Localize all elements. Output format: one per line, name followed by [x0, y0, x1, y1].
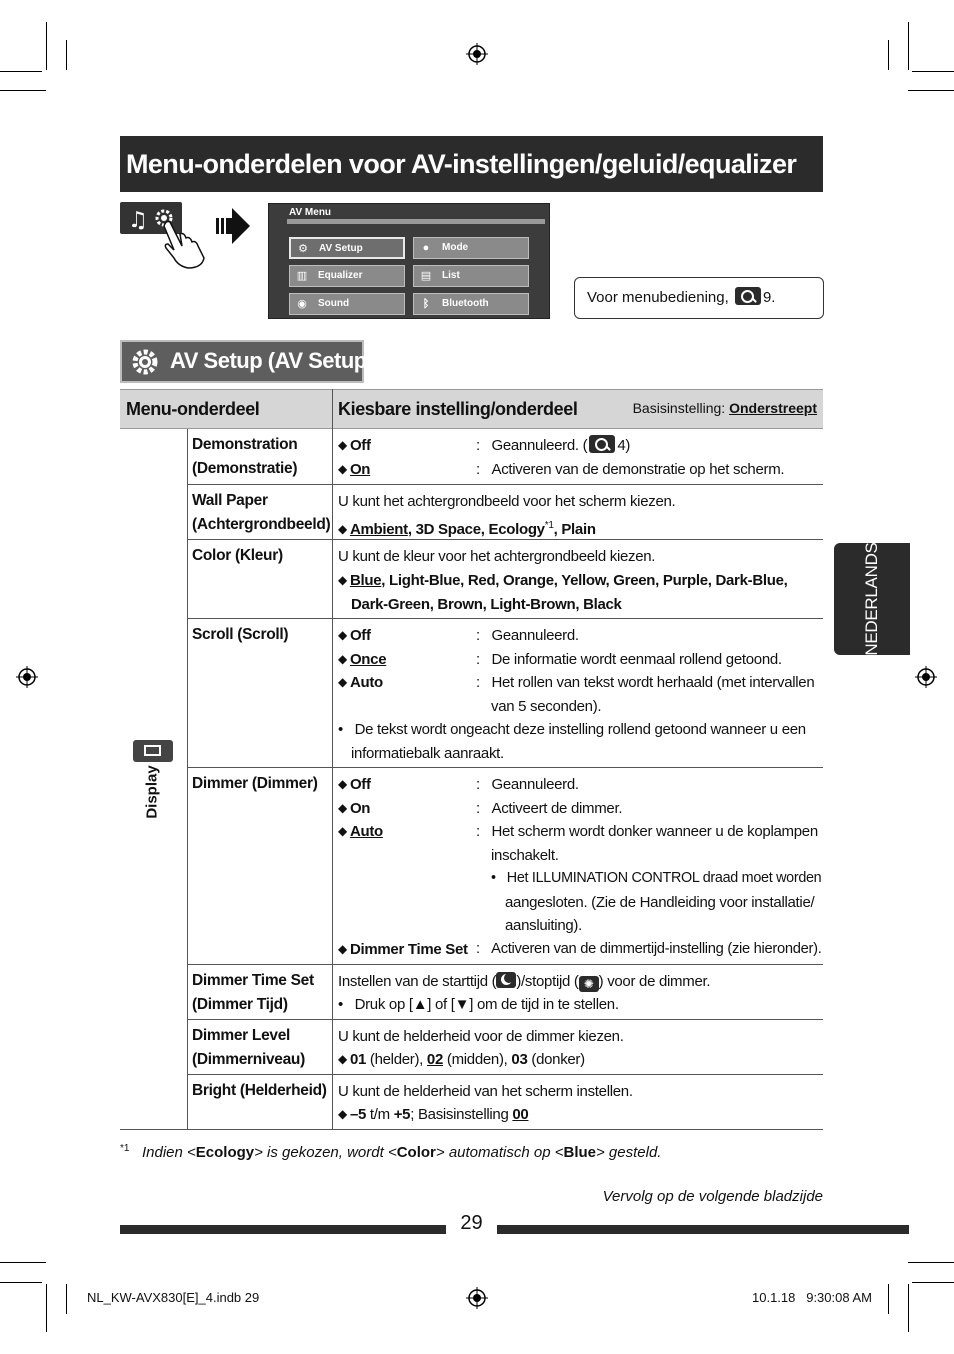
av-menu-screen [268, 203, 550, 319]
registration-mark-icon [915, 666, 937, 688]
av-setup-label: AV Setup [319, 243, 363, 254]
option-line: ◆ Off [338, 627, 371, 644]
item-name: Demonstration [192, 436, 298, 453]
crop-mark [66, 40, 67, 70]
item-name: Wall Paper [192, 492, 268, 509]
option-line: ◆ Dimmer Time Set [338, 941, 468, 958]
crop-mark [888, 1284, 889, 1314]
list-icon: ▤ [420, 270, 432, 282]
bluetooth-label: Bluetooth [442, 298, 489, 309]
bluetooth-icon: ᛒ [422, 298, 430, 310]
column-divider [187, 429, 188, 1130]
description-text: U kunt de helderheid van het scherm instellen. [338, 1083, 633, 1100]
list-button[interactable] [413, 265, 529, 287]
item-name: Color (Kleur) [192, 547, 283, 564]
table-row [192, 544, 283, 568]
up-arrow-icon: ▲ [412, 996, 428, 1013]
option-line: ◆ Ambient, 3D Space, Ecology$^{*1}$, Plain [338, 520, 596, 538]
note-page-ref: 9. [762, 289, 776, 306]
option-line: ◆ Off [338, 437, 371, 454]
column-divider [332, 389, 333, 429]
table-row [192, 489, 330, 537]
table-row [192, 623, 288, 647]
item-name: Dimmer Level [192, 1027, 291, 1044]
column-divider [332, 429, 333, 1130]
av-setup-button[interactable] [289, 237, 405, 259]
continued-note: Vervolg op de volgende bladzijde [602, 1188, 823, 1205]
default-label: Basisinstelling: [632, 400, 726, 416]
registration-mark-icon [466, 1287, 488, 1309]
menu-operation-note [574, 277, 824, 319]
description-text: Instellen van de starttijd ( )/stoptijd ( ✺ ) voor de dimmer. [338, 973, 711, 991]
print-footer-file: NL_KW-AVX830[E]_4.indb 29 [87, 1290, 260, 1305]
option-line: ◆ Once [338, 651, 387, 668]
page-bar-left [120, 1225, 446, 1234]
crop-mark [908, 22, 909, 70]
hand-pointer-icon [158, 218, 214, 270]
bluetooth-button[interactable] [413, 293, 529, 315]
column-header-item: Menu-onderdeel [126, 399, 260, 419]
crop-mark [46, 22, 47, 70]
item-name-translation: (Dimmerniveau) [192, 1051, 305, 1068]
magnifier-icon [735, 287, 761, 305]
option-description: van 5 seconden). [491, 698, 602, 715]
option-line: ◆ 01 (helder), 02 (midden), 03 (donker) [338, 1051, 585, 1068]
row-divider [187, 1074, 823, 1075]
row-divider [187, 484, 823, 485]
row-divider [187, 618, 823, 619]
language-tab [834, 543, 910, 655]
crop-mark [912, 71, 954, 72]
crop-mark [912, 1282, 954, 1283]
page-title: Menu-onderdelen voor AV-instellingen/geluid/equalizer [120, 136, 823, 192]
bullet-note: • Het ILLUMINATION CONTROL draad moet worden [491, 870, 822, 886]
item-name: Dimmer Time Set [192, 972, 314, 989]
option-description: : Het scherm wordt donker wanneer u de koplampen [476, 823, 818, 840]
crop-mark [0, 90, 46, 91]
option-line: Dark-Green, Brown, Light-Brown, Black [351, 596, 622, 613]
down-arrow-icon: ▼ [454, 996, 470, 1013]
default-setting-note [633, 400, 817, 416]
option-line: ◆ –5 t/m +5; Basisinstelling 00 [338, 1106, 529, 1123]
footnote-mark: *1 [120, 1143, 130, 1154]
crop-mark [66, 1284, 67, 1314]
option-value: On [349, 461, 371, 478]
option-description: : Het rollen van tekst wordt herhaald (met intervallen [476, 674, 815, 691]
option-description: inschakelt. [491, 847, 559, 864]
crop-mark [888, 40, 889, 70]
default-value: Onderstreept [729, 400, 817, 416]
option-line: ◆ Off [338, 776, 371, 793]
section-title: AV Setup (AV Setup) [170, 348, 374, 373]
registration-mark-icon [16, 666, 38, 688]
option-description: : Geannuleerd. [476, 627, 579, 644]
sun-icon: ✺ [579, 976, 599, 992]
equalizer-icon: ▥ [296, 270, 308, 282]
table-bottom-border [120, 1129, 823, 1130]
svg-text:♫: ♫ [128, 208, 148, 233]
table-row [192, 433, 297, 481]
equalizer-label: Equalizer [318, 270, 363, 281]
item-name-translation: (Dimmer Tijd) [192, 996, 288, 1013]
page-bar-right [497, 1225, 909, 1234]
crop-mark [0, 1262, 46, 1263]
sound-label: Sound [318, 298, 350, 309]
crop-mark [908, 1284, 909, 1332]
row-divider [187, 1019, 823, 1020]
display-icon [133, 740, 173, 762]
note-text: Voor menubediening, [587, 289, 729, 306]
registration-mark-icon [466, 43, 488, 65]
equalizer-button[interactable] [289, 265, 405, 287]
crop-mark [0, 1282, 42, 1283]
bullet-note: • Druk op [▲] of [▼] om de tijd in te stellen. [338, 996, 619, 1013]
page-number: 29 [460, 1212, 483, 1234]
option-description: : Activeren van de dimmertijd-instelling (zie hieronder). [476, 941, 822, 957]
description-text: U kunt de helderheid voor de dimmer kiezen. [338, 1028, 624, 1045]
table-row [192, 772, 318, 796]
item-name: Scroll (Scroll) [192, 626, 289, 643]
print-footer-timestamp: 10.1.18 9:30:08 AM [752, 1290, 872, 1305]
footnote: $^{*1}$ Indien <Ecology> is gekozen, wordt <Color> automatisch op <Blue> gesteld. [120, 1143, 662, 1161]
mode-button[interactable] [413, 237, 529, 259]
mode-label: Mode [442, 242, 469, 253]
option-description: : Activeren van de demonstratie op het scherm. [476, 461, 785, 478]
language-tab-label: NEDERLANDS [862, 542, 881, 656]
group-label: Display [143, 765, 161, 819]
item-name-translation: (Achtergrondbeeld) [192, 516, 331, 533]
bullet-note: • De tekst wordt ongeacht deze instelling rollend getoond wanneer u een [338, 721, 806, 738]
column-header-setting: Kiesbare instelling/onderdeel [338, 399, 578, 419]
table-header [120, 389, 823, 429]
item-name-translation: (Demonstratie) [192, 460, 298, 477]
crop-mark [46, 1284, 47, 1332]
magnifier-icon [589, 435, 615, 453]
section-header [120, 340, 374, 383]
gear-icon: ⚙ [298, 243, 308, 255]
description-text: U kunt de kleur voor het achtergrondbeeld kiezen. [338, 548, 656, 565]
item-name: Dimmer (Dimmer) [192, 775, 318, 792]
option-line: ◆ Auto [338, 674, 383, 691]
list-label: List [442, 270, 460, 281]
av-menu-divider [287, 219, 545, 224]
crop-mark [0, 71, 42, 72]
crop-mark [908, 1262, 954, 1263]
arrow-right-icon [216, 206, 250, 246]
av-menu-title: AV Menu [289, 207, 332, 218]
option-description: : Geannuleerd. [476, 776, 579, 793]
bullet-note: aangesloten. (Zie de Handleiding voor installatie/ [505, 894, 815, 911]
sound-icon: ◉ [297, 298, 307, 310]
table-row [192, 1024, 305, 1072]
option-line: ◆ Blue, Light-Blue, Red, Orange, Yellow, Green, Purple, Dark-Blue, [338, 572, 788, 589]
option-value: Off [349, 437, 371, 454]
table-row [192, 1079, 327, 1103]
option-description: : De informatie wordt eenmaal rollend getoond. [476, 651, 782, 668]
row-divider [187, 964, 823, 965]
table-row [192, 969, 314, 1017]
option-line: ◆ On [338, 800, 371, 817]
gear-icon [130, 347, 160, 377]
bullet-note: informatiebalk aanraakt. [351, 745, 504, 762]
item-name: Bright (Helderheid) [192, 1082, 327, 1099]
option-description: : Geannuleerd. ( 4) [476, 437, 631, 454]
option-description: : Activeert de dimmer. [476, 800, 623, 817]
option-line: ◆ Auto [338, 823, 383, 840]
crop-mark [908, 90, 954, 91]
sound-button[interactable] [289, 293, 405, 315]
bullet-note: aansluiting). [505, 917, 582, 934]
description-text: U kunt het achtergrondbeeld voor het scherm kiezen. [338, 493, 676, 510]
moon-icon [496, 972, 516, 988]
option-line: ◆ On [338, 461, 371, 478]
mode-icon: ● [422, 242, 430, 254]
row-divider [187, 767, 823, 768]
